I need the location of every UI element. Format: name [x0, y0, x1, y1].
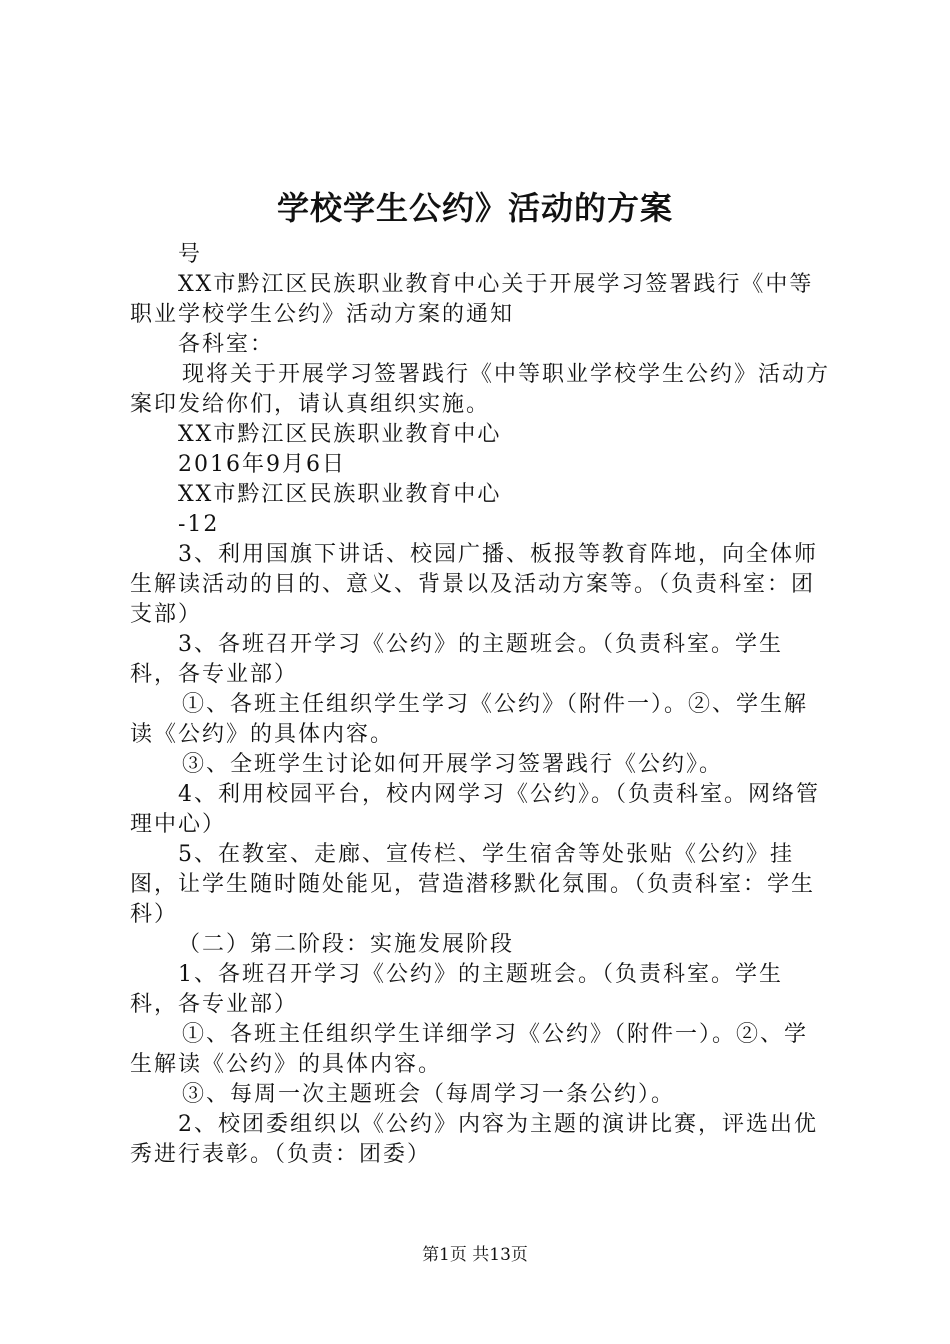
- paragraph-12: ③、全班学生讨论如何开展学习签署践行《公约》。: [182, 752, 724, 777]
- paragraph-6: 2016年9月6日: [178, 452, 346, 477]
- page-number-footer: 第1页 共13页: [422, 1245, 528, 1265]
- paragraph-13: 4、利用校园平台，校内网学习《公约》。（负责科室。网络管理中心）: [130, 782, 820, 837]
- paragraph-17: ①、各班主任组织学生详细学习《公约》（附件一）。②、学生解读《公约》的具体内容。: [130, 1022, 809, 1077]
- paragraph-1: 号: [178, 242, 203, 267]
- paragraph-5: XX市黔江区民族职业教育中心: [178, 422, 502, 447]
- paragraph-3: 各科室：: [178, 332, 275, 357]
- paragraph-7: XX市黔江区民族职业教育中心: [178, 482, 502, 507]
- paragraph-10: 3、各班召开学习《公约》的主题班会。（负责科室。学生科，各专业部）: [130, 632, 783, 687]
- paragraph-9: 3、利用国旗下讲话、校园广播、板报等教育阵地，向全体师生解读活动的目的、意义、背景以及活动方案等。（负责科室：团支部）: [130, 542, 818, 627]
- document-body: [130, 240, 830, 1170]
- paragraph-16: 1、各班召开学习《公约》的主题班会。（负责科室。学生科，各专业部）: [130, 962, 783, 1017]
- paragraph-4: 现将关于开展学习签署践行《中等职业学校学生公约》活动方案印发给你们，请认真组织实施。: [130, 362, 831, 417]
- paragraph-11: ①、各班主任组织学生学习《公约》（附件一）。②、学生解读《公约》的具体内容。: [130, 692, 809, 747]
- paragraph-14: 5、在教室、走廊、宣传栏、学生宿舍等处张贴《公约》挂图，让学生随时随处能见，营造潜移默化氛围。（负责科室：学生科）: [130, 842, 816, 927]
- paragraph-19: 2、校团委组织以《公约》内容为主题的演讲比赛，评选出优秀进行表彰。（负责：团委）: [130, 1112, 818, 1167]
- paragraph-15: （二）第二阶段：实施发展阶段: [178, 932, 515, 957]
- document-title: 学校学生公约》活动的方案: [276, 189, 673, 227]
- paragraph-8: -12: [178, 512, 220, 537]
- paragraph-2: XX市黔江区民族职业教育中心关于开展学习签署践行《中等职业学校学生公约》活动方案的通知: [130, 272, 814, 327]
- paragraph-18: ③、每周一次主题班会（每周学习一条公约）。: [182, 1082, 676, 1107]
